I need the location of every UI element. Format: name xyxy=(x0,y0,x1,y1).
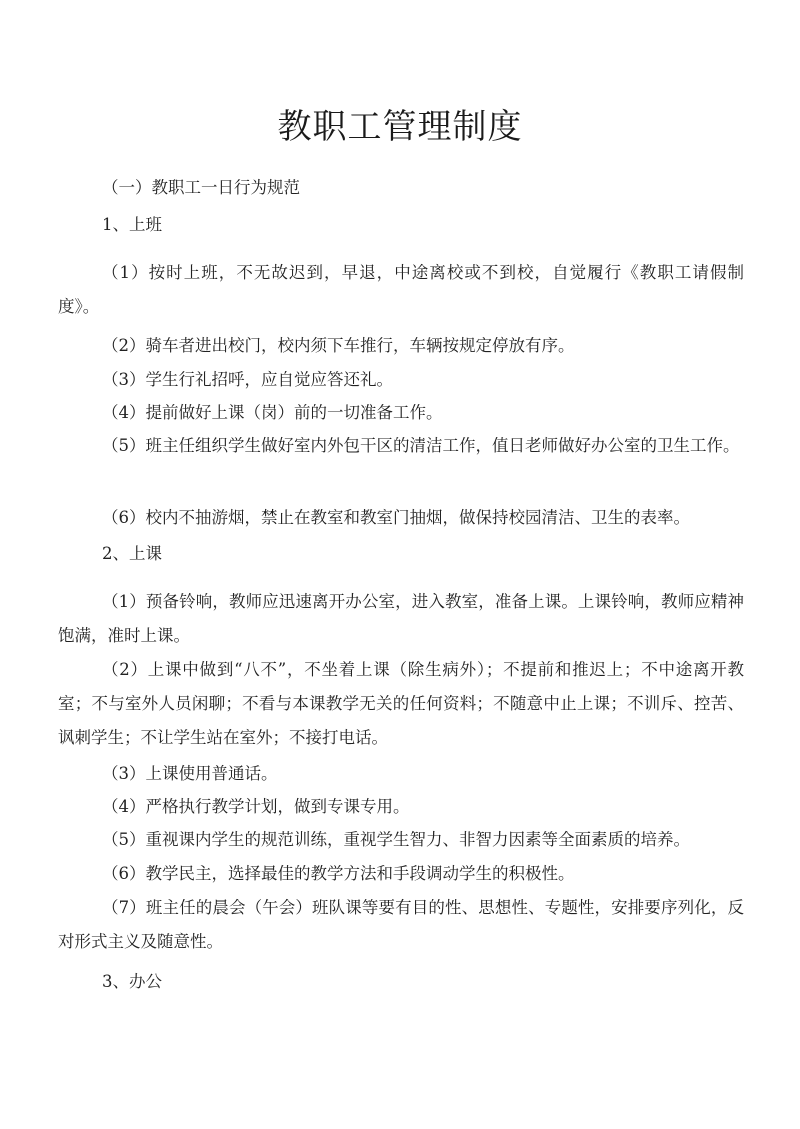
paragraph: （1）按时上班，不无故迟到，早退，中途离校或不到校，自觉履行《教职工请假制度》。 xyxy=(58,263,744,316)
subsection-heading-office: 3、办公 xyxy=(102,972,162,991)
paragraph: （6）教学民主，选择最佳的教学方法和手段调动学生的积极性。 xyxy=(102,864,575,883)
paragraph: （1）预备铃响，教师应迅速离开办公室，进入教室，准备上课。上课铃响，教师应精神饱满，准时上课。 xyxy=(58,592,744,645)
paragraph: （6）校内不抽游烟，禁止在教室和教室门抽烟，做保持校园清洁、卫生的表率。 xyxy=(102,508,690,527)
paragraph: （2）上课中做到“八不”，不坐着上课（除生病外）；不提前和推迟上；不中途离开教室；不与室外人员闲聊；不看与本课教学无关的任何资料；不随意中止上课；不训斥、控苦、讽刺学生；不让学生站在室外；不接打电话。 xyxy=(58,660,744,747)
subsection-heading-class: 2、上课 xyxy=(102,544,162,563)
paragraph: （5）班主任组织学生做好室内外包干区的清洁工作，值日老师做好办公室的卫生工作。 xyxy=(102,436,740,455)
paragraph: （4）提前做好上课（岗）前的一切准备工作。 xyxy=(102,403,443,422)
document-title: 教职工管理制度 xyxy=(277,107,523,147)
paragraph: （4）严格执行教学计划，做到专课专用。 xyxy=(102,797,410,816)
paragraph: （3）学生行礼招呼，应自觉应答还礼。 xyxy=(102,370,393,389)
paragraph: （7）班主任的晨会（午会）班队课等要有目的性、思想性、专题性，安排要序列化，反对形式主义及随意性。 xyxy=(58,898,744,951)
paragraph: （5）重视课内学生的规范训练，重视学生智力、非智力因素等全面素质的培养。 xyxy=(102,830,690,849)
section-heading: （一）教职工一日行为规范 xyxy=(102,178,300,197)
paragraph: （2）骑车者进出校门，校内须下车推行，车辆按规定停放有序。 xyxy=(102,336,575,355)
subsection-heading-work: 1、上班 xyxy=(102,215,162,234)
paragraph: （3）上课使用普通话。 xyxy=(102,764,278,783)
